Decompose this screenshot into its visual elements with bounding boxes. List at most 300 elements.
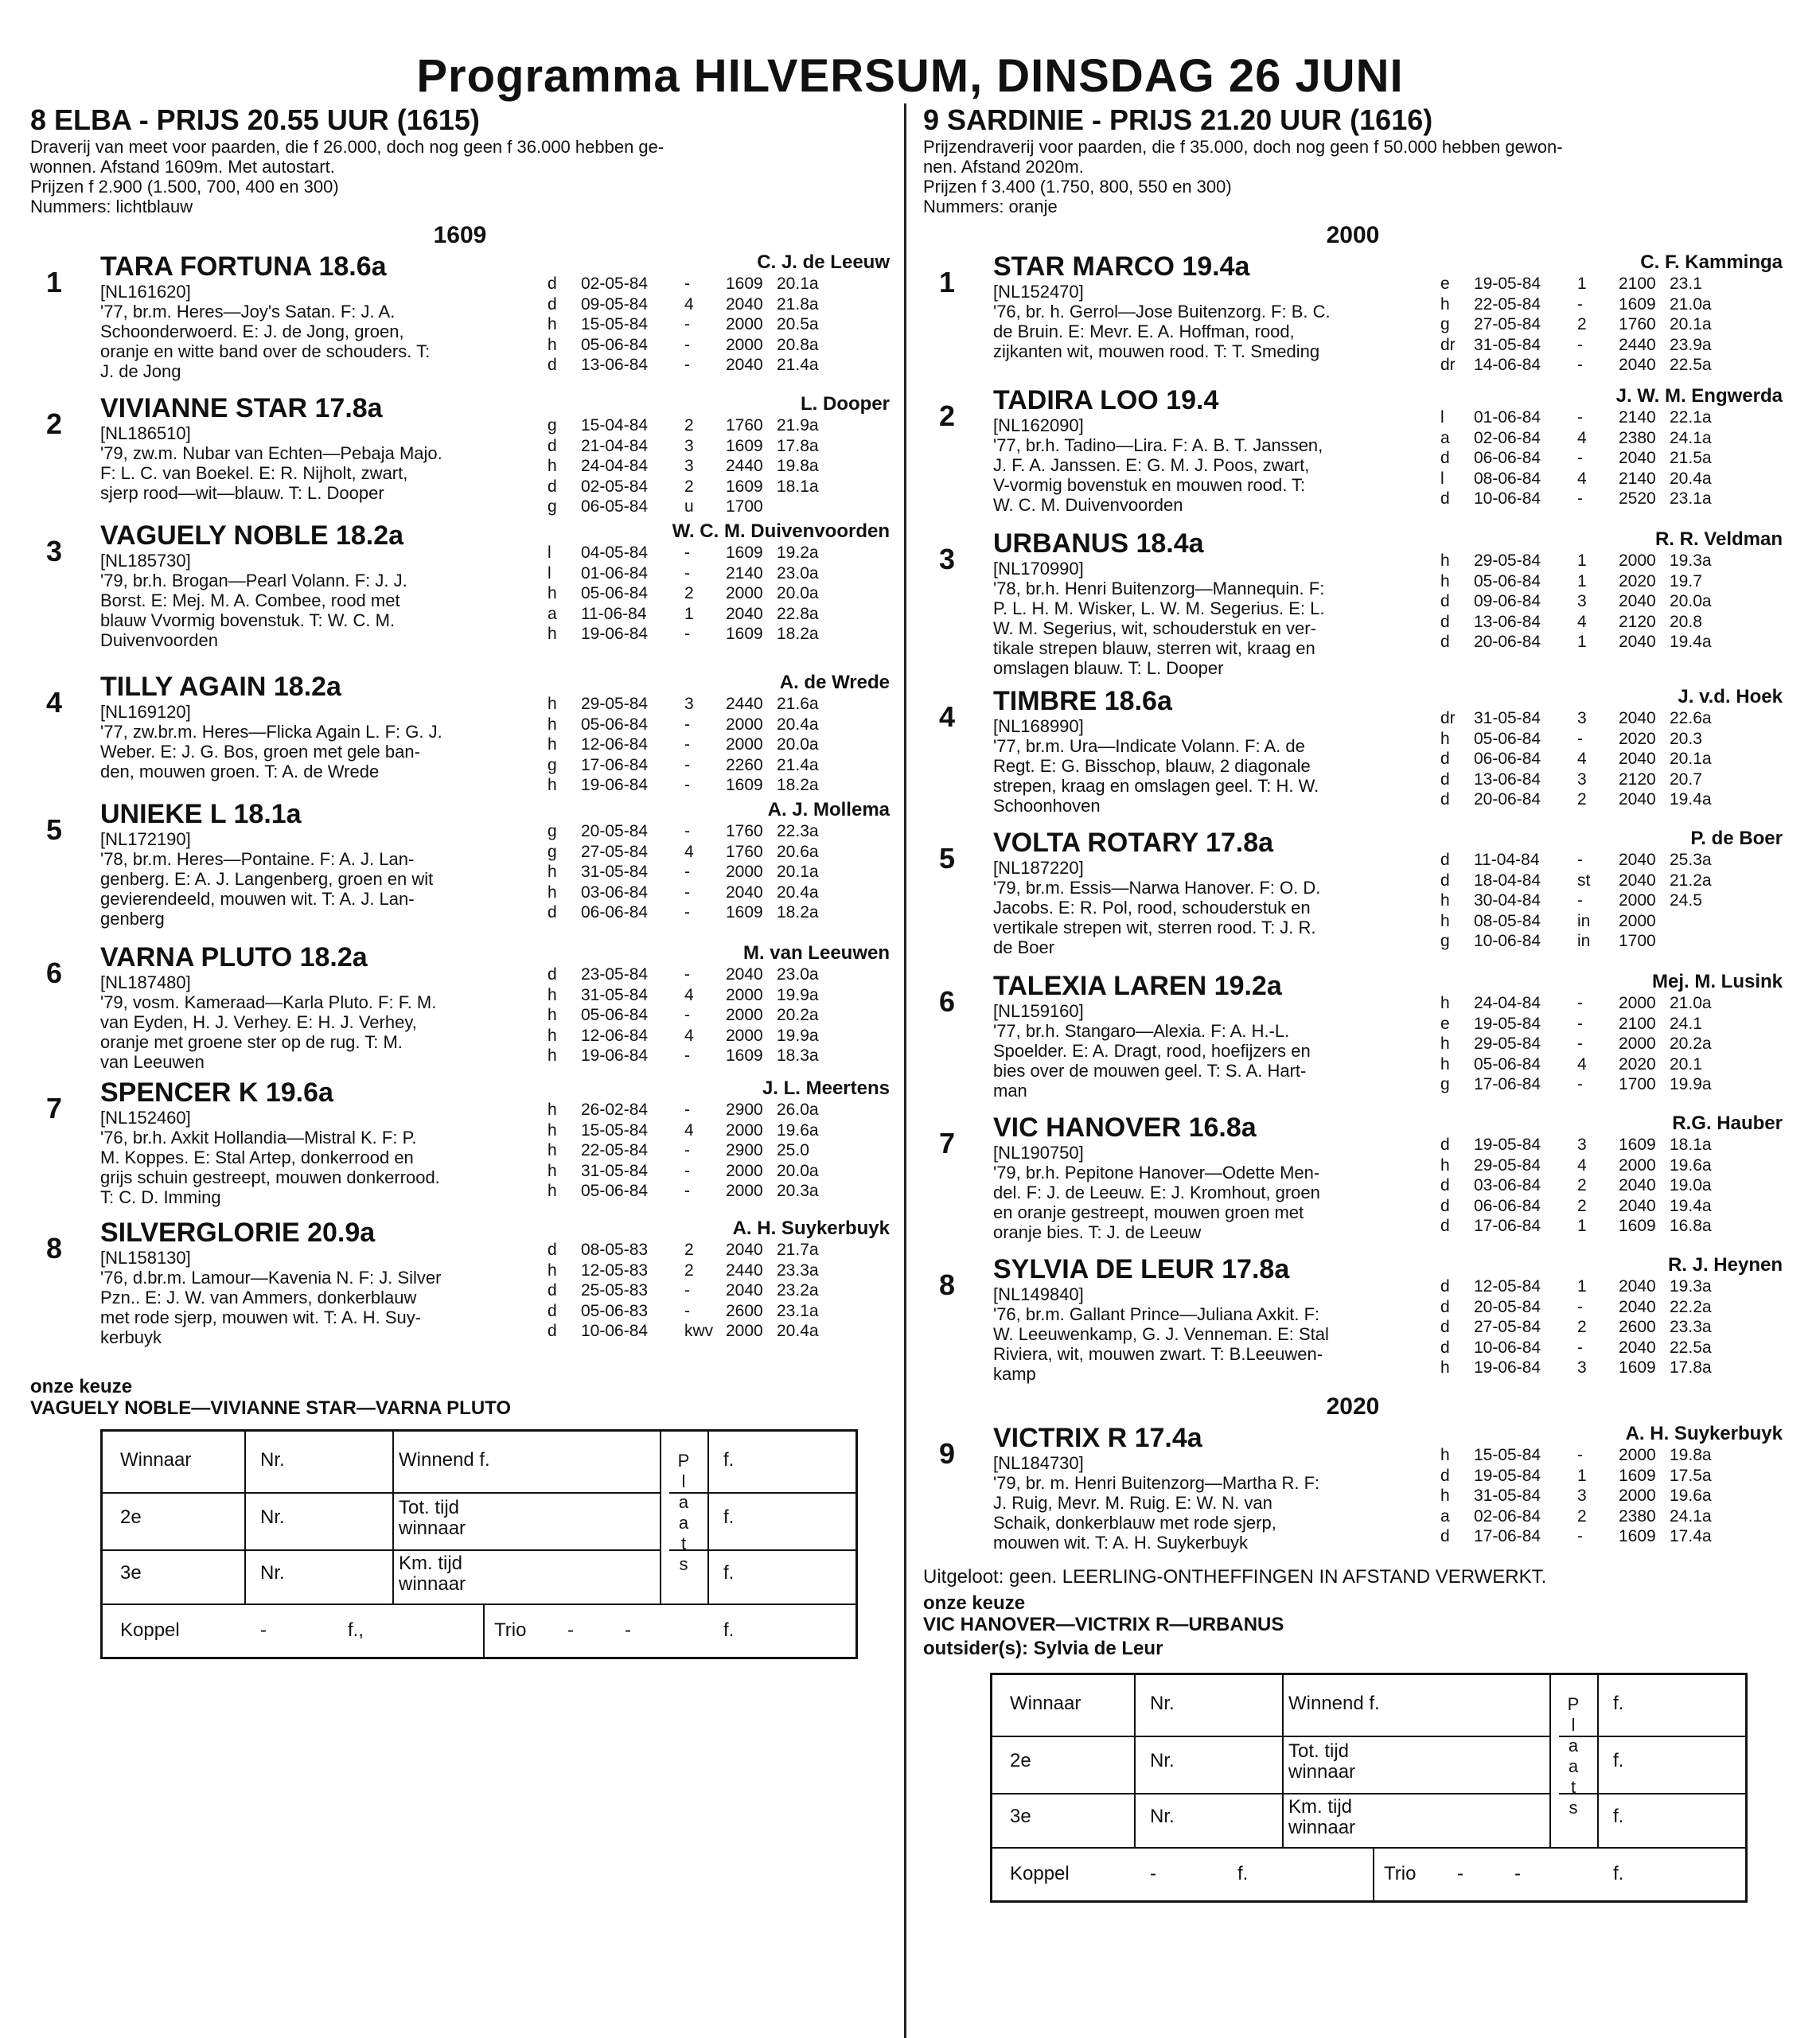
plaats-f-label: f. — [723, 1562, 735, 1584]
track-code: h — [548, 584, 557, 602]
race-time: 19.9a — [777, 1026, 819, 1045]
tote-grid-line — [1559, 1793, 1745, 1794]
track-code: h — [548, 1046, 557, 1065]
track-code: g — [1440, 932, 1450, 950]
race-date: 20-06-84 — [1474, 633, 1541, 651]
race-time: 18.2a — [777, 903, 819, 922]
placing: - — [1577, 1527, 1583, 1545]
horse-name: SILVERGLORIE 20.9a — [100, 1218, 376, 1248]
koppel-label: Koppel — [120, 1619, 180, 1641]
race-entry — [923, 971, 1783, 1113]
race-time: 20.2a — [777, 1006, 819, 1024]
placing: - — [684, 965, 690, 984]
race-distance: 2040 — [1619, 1196, 1656, 1215]
track-code: a — [1440, 428, 1450, 447]
entry-detail-line: '77, br.h. Stangaro—Alexia. F: A. H.-L. — [993, 1021, 1290, 1041]
race-time: 21.2a — [1670, 871, 1712, 890]
race-date: 02-06-84 — [1474, 428, 1541, 447]
placing: 2 — [1577, 315, 1587, 333]
track-code: d — [1440, 1318, 1450, 1336]
result-row — [548, 821, 890, 842]
race-date: 10-06-84 — [1474, 932, 1541, 950]
track-code: h — [548, 776, 557, 794]
result-row — [1440, 1014, 1783, 1035]
entry-detail-line: [NL149840] — [993, 1284, 1084, 1304]
race-entry — [923, 1113, 1783, 1254]
recent-results — [548, 964, 890, 1066]
track-code: h — [548, 883, 557, 902]
entry-detail-line: '77, br.m. Ura—Indicate Volann. F: A. de — [993, 736, 1305, 756]
race-time: 20.1a — [777, 275, 819, 293]
race-distance: 2000 — [726, 715, 763, 734]
tote-grid-line — [103, 1549, 660, 1551]
track-code: g — [1440, 1075, 1450, 1093]
entry-detail-line: zijkanten wit, mouwen rood. T: T. Smeding — [993, 341, 1320, 361]
result-row — [548, 1321, 890, 1342]
placing: - — [684, 715, 690, 734]
entry-detail-line: '79, br. m. Henri Buitenzorg—Martha R. F: — [993, 1473, 1320, 1493]
entry-info — [100, 799, 570, 929]
race-distance: 2900 — [726, 1101, 763, 1119]
entry-detail-line: Schoonhoven — [993, 796, 1101, 816]
tote-form — [100, 1429, 858, 1659]
nr-label: Nr. — [260, 1506, 285, 1528]
track-code: e — [1440, 1014, 1450, 1033]
placing: 4 — [684, 985, 694, 1004]
entry-detail-line: '76, br. h. Gerrol—Jose Buitenzorg. F: B. C. — [993, 302, 1331, 321]
result-row — [548, 355, 890, 376]
entry-detail-line: Borst. E: Mej. M. A. Combee, rood met — [100, 590, 400, 610]
entry-detail-line: [NL190750] — [993, 1143, 1084, 1163]
entry-detail-line: del. F: J. de Leeuw. E: J. Kromhout, groen — [993, 1183, 1320, 1202]
result-row — [1440, 911, 1783, 932]
race-date: 31-05-84 — [1474, 1487, 1541, 1505]
entry-number: 1 — [939, 266, 956, 298]
race-time: 17.8a — [1670, 1358, 1712, 1377]
race-date: 19-06-84 — [581, 1046, 649, 1065]
driver-name: A. de Wrede — [779, 672, 890, 693]
tote-grid-line — [669, 1492, 855, 1494]
race-date: 06-06-84 — [1474, 750, 1541, 768]
placing: 2 — [684, 477, 694, 496]
track-code: h — [548, 315, 557, 333]
race-date: 10-06-84 — [1474, 489, 1541, 508]
race-distance: 2100 — [1619, 1014, 1656, 1033]
race-date: 15-05-84 — [1474, 1446, 1541, 1464]
track-code: h — [1440, 571, 1450, 590]
entry-info — [993, 686, 1463, 816]
driver-name: C. J. de Leeuw — [757, 251, 890, 273]
result-row — [1440, 274, 1783, 294]
result-row — [1440, 1526, 1783, 1547]
result-row — [1440, 1034, 1783, 1054]
column-divider — [904, 103, 906, 2038]
race-date: 10-06-84 — [1474, 1338, 1541, 1357]
entry-detail-line: '76, br.m. Gallant Prince—Juliana Axkit. F: — [993, 1304, 1320, 1324]
race-date: 05-06-84 — [1474, 571, 1541, 590]
track-code: d — [1440, 1217, 1450, 1235]
result-row — [1440, 890, 1783, 911]
entry-number: 6 — [939, 985, 956, 1018]
race-distance: 2000 — [726, 335, 763, 354]
entry-detail-line: W. M. Segerius, wit, schouderstuk en ver- — [993, 618, 1316, 638]
recent-results — [548, 694, 890, 796]
race-time: 20.0a — [1670, 592, 1712, 610]
result-row — [548, 456, 890, 477]
race-entry — [30, 1218, 890, 1369]
entry-detail-line: oranje met groene ster op de rug. T: M. — [100, 1032, 403, 1052]
race-distance: 2040 — [726, 883, 763, 902]
race-distance: 2440 — [726, 695, 763, 713]
race-entry — [923, 828, 1783, 971]
race-entry — [923, 528, 1783, 686]
tote-grid-line — [483, 1604, 485, 1657]
track-code: d — [1440, 1466, 1450, 1485]
race-time: 19.7 — [1670, 571, 1702, 590]
race-time: 19.8a — [1670, 1446, 1712, 1464]
result-row — [548, 862, 890, 883]
race-distance: 1609 — [1619, 294, 1656, 314]
track-code: dr — [1440, 335, 1456, 354]
placing: - — [684, 275, 690, 293]
entry-detail-line: '79, br.h. Brogan—Pearl Volann. F: J. J. — [100, 571, 407, 590]
result-row — [1440, 1196, 1783, 1217]
race-date: 17-06-84 — [1474, 1075, 1541, 1093]
race-time: 24.1a — [1670, 1506, 1712, 1526]
placing: - — [684, 315, 690, 333]
entry-number: 4 — [939, 700, 956, 733]
dash: - — [1150, 1863, 1156, 1884]
entry-detail-line: de Boer — [993, 937, 1055, 957]
placing: 2 — [684, 1261, 694, 1280]
trio-f-label: f. — [1613, 1863, 1624, 1884]
race-distance: 2040 — [1619, 1297, 1656, 1316]
placing: in — [1577, 932, 1591, 950]
entry-detail-line: Riviera, wit, mouwen zwart. T: B.Leeuwen- — [993, 1344, 1323, 1364]
result-row — [548, 497, 890, 517]
race-date: 12-05-83 — [581, 1261, 649, 1280]
placing: 4 — [684, 842, 694, 861]
entry-detail-line: [NL172190] — [100, 829, 191, 849]
track-code: h — [1440, 994, 1450, 1012]
track-code: h — [548, 1161, 557, 1180]
winnaar-label: Winnaar — [120, 1449, 192, 1471]
entry-detail-line: blauw Vvormig bovenstuk. T: W. C. M. — [100, 610, 396, 630]
race-distance: 1760 — [726, 822, 763, 840]
result-row — [1440, 1358, 1783, 1378]
placing: 1 — [1577, 571, 1587, 590]
race-date: 11-06-84 — [581, 604, 647, 623]
result-row — [548, 294, 890, 315]
track-code: h — [1440, 891, 1450, 910]
entry-detail-line: T: C. D. Imming — [100, 1187, 221, 1207]
race-date: 20-05-84 — [581, 822, 649, 840]
entry-detail-line: '77, br.m. Heres—Joy's Satan. F: J. A. — [100, 302, 396, 321]
race-date: 31-05-84 — [1474, 335, 1541, 354]
recent-results — [1440, 708, 1783, 810]
dash: - — [1457, 1863, 1463, 1884]
placing: 2 — [684, 416, 694, 434]
recent-results — [1440, 1445, 1783, 1547]
derde-label: 3e — [120, 1562, 142, 1584]
race-entry — [923, 251, 1783, 385]
track-code: a — [1440, 1506, 1450, 1526]
entry-detail-line: met rode sjerp, mouwen wit. T: A. H. Suy- — [100, 1307, 422, 1327]
race-time: 19.9a — [777, 985, 819, 1004]
race-time: 19.9a — [1670, 1075, 1712, 1093]
plaats-letter: a — [1568, 1736, 1579, 1755]
dash: - — [625, 1619, 631, 1641]
race-distance: 2040 — [726, 604, 763, 623]
derde-label: 3e — [1010, 1806, 1031, 1827]
track-code: d — [548, 903, 557, 922]
entry-detail-line: [NL187480] — [100, 972, 191, 992]
plaats-f-label: f. — [723, 1449, 735, 1471]
placing: - — [684, 822, 690, 840]
tote-grid-line — [392, 1432, 394, 1604]
track-code: h — [1440, 1054, 1450, 1074]
race-distance: 1700 — [1619, 1075, 1656, 1093]
race-time: 23.1 — [1670, 275, 1702, 293]
result-row — [548, 1240, 890, 1261]
tote-grid-line — [103, 1492, 660, 1494]
track-code: h — [548, 1101, 557, 1119]
result-row — [1440, 1175, 1783, 1196]
description-line: Draverij van meet voor paarden, die f 26.000, doch nog geen f 36.000 hebben ge- — [30, 137, 664, 157]
entry-detail-line: strepen, kraag en omslagen geel. T: H. W. — [993, 776, 1319, 796]
track-code: d — [548, 965, 557, 984]
race-time: 16.8a — [1670, 1217, 1712, 1235]
race-date: 02-05-84 — [581, 275, 649, 293]
entry-info — [993, 251, 1463, 361]
driver-name: P. de Boer — [1690, 828, 1783, 849]
entry-detail-line: Duivenvoorden — [100, 630, 218, 650]
race-time: 20.6a — [777, 842, 819, 861]
distance-header: 2000 — [1326, 222, 1380, 248]
race-time: 17.4a — [1670, 1527, 1712, 1545]
tote-wrapper — [923, 1662, 1783, 1900]
race-time: 19.2a — [777, 544, 819, 562]
placing: 4 — [1577, 612, 1587, 631]
race-distance: 2040 — [1619, 1277, 1656, 1296]
race-distance: 2040 — [1619, 851, 1656, 869]
track-code: g — [548, 822, 557, 840]
entry-detail-line: Schaik, donkerblauw met rode sjerp, — [993, 1513, 1276, 1533]
race-time: 20.0a — [777, 735, 819, 754]
entry-detail-line: Pzn.. E: J. W. van Ammers, donkerblauw — [100, 1288, 417, 1307]
tote-grid-line — [669, 1549, 855, 1551]
tote-grid-line — [992, 1847, 1745, 1849]
race-date: 13-06-84 — [1474, 770, 1541, 789]
horse-name: URBANUS 18.4a — [993, 528, 1204, 559]
race-date: 19-05-84 — [1474, 1466, 1541, 1485]
race-distance: 2900 — [726, 1141, 763, 1159]
track-code: h — [1440, 911, 1450, 930]
result-row — [548, 563, 890, 584]
placing: - — [684, 1161, 690, 1180]
race-distance: 1609 — [1619, 1358, 1656, 1377]
tweede-label: 2e — [1010, 1750, 1031, 1771]
result-row — [1440, 1155, 1783, 1176]
description-line: Prijzen f 2.900 (1.500, 700, 400 en 300) — [30, 177, 339, 197]
entry-number: 8 — [46, 1232, 63, 1264]
result-row — [548, 883, 890, 903]
race-distance: 2040 — [1619, 356, 1656, 374]
result-row — [1440, 1135, 1783, 1155]
race-time: 21.4a — [777, 356, 819, 374]
tote-grid-line — [1134, 1675, 1136, 1847]
placing: 3 — [684, 695, 694, 713]
race-time: 19.6a — [1670, 1487, 1712, 1505]
race-date: 02-06-84 — [1474, 1506, 1541, 1526]
entry-info — [993, 1254, 1463, 1384]
horse-name: TIMBRE 18.6a — [993, 686, 1172, 716]
race-distance: 2000 — [1619, 1446, 1656, 1464]
placing: - — [1577, 335, 1583, 354]
race-distance: 2040 — [1619, 633, 1656, 651]
race-date: 17-06-84 — [581, 755, 649, 774]
track-code: d — [548, 294, 557, 314]
entry-info — [993, 385, 1463, 515]
plaats-vertical-label — [676, 1451, 692, 1575]
race-distance: 1700 — [726, 497, 763, 516]
track-code: h — [548, 863, 557, 881]
race-date: 09-06-84 — [1474, 592, 1541, 610]
placing: 4 — [1577, 750, 1587, 768]
race-date: 29-05-84 — [1474, 551, 1541, 570]
entry-info — [100, 520, 570, 650]
track-code: h — [1440, 1358, 1450, 1377]
entry-detail-line: [NL159160] — [993, 1001, 1084, 1021]
result-row — [1440, 1276, 1783, 1297]
description-line: Prijzendraverij voor paarden, die f 35.000, doch nog geen f 50.000 hebben gewon- — [923, 137, 1563, 157]
result-row — [548, 274, 890, 294]
entry-info — [993, 1423, 1463, 1553]
race-date: 05-06-83 — [581, 1301, 649, 1320]
race-date: 27-05-84 — [581, 842, 649, 861]
race-time: 20.1a — [1670, 315, 1712, 333]
race-time: 23.1a — [777, 1301, 819, 1320]
race-time: 20.4a — [777, 1322, 819, 1340]
track-code: g — [548, 755, 557, 774]
race-time: 19.4a — [1670, 633, 1712, 651]
track-code: h — [548, 715, 557, 734]
race-distance: 1760 — [726, 416, 763, 434]
result-row — [548, 1005, 890, 1026]
entry-detail-line: [NL162090] — [993, 415, 1084, 435]
race-date: 05-06-84 — [581, 715, 649, 734]
track-code: e — [1440, 275, 1450, 293]
race-date: 18-04-84 — [1474, 871, 1541, 890]
recent-results — [1440, 407, 1783, 509]
entry-detail-line: [NL185730] — [100, 551, 191, 571]
placing: 1 — [1577, 1277, 1587, 1296]
race-time: 23.1a — [1670, 489, 1712, 508]
track-code: g — [1440, 315, 1450, 333]
driver-name: A. J. Mollema — [767, 799, 890, 820]
placing: - — [684, 544, 690, 562]
race-date: 01-06-84 — [1474, 408, 1541, 427]
race-date: 20-06-84 — [1474, 790, 1541, 809]
placing: 2 — [1577, 790, 1587, 809]
result-row — [1440, 931, 1783, 952]
driver-name: C. F. Kamminga — [1640, 251, 1783, 273]
result-row — [1440, 632, 1783, 653]
race-time: 17.8a — [777, 436, 819, 455]
entry-detail-line: den, mouwen groen. T: A. de Wrede — [100, 762, 380, 781]
driver-name: J. v.d. Hoek — [1678, 686, 1783, 707]
race-distance: 2120 — [1619, 770, 1656, 789]
track-code: dr — [1440, 356, 1456, 374]
result-row — [548, 715, 890, 735]
driver-name: J. W. M. Engwerda — [1615, 385, 1783, 407]
race-date: 08-06-84 — [1474, 469, 1541, 488]
race-date: 17-06-84 — [1474, 1217, 1541, 1235]
nr-label: Nr. — [260, 1449, 285, 1471]
entry-detail-line: omslagen blauw. T: L. Dooper — [993, 658, 1224, 678]
placing: 3 — [1577, 1358, 1587, 1377]
entry-number: 9 — [939, 1437, 956, 1470]
placing: - — [1577, 1075, 1583, 1093]
placing: - — [684, 776, 690, 794]
entry-number: 7 — [939, 1127, 956, 1159]
race-distance: 2040 — [726, 1241, 763, 1259]
entry-detail-line: [NL169120] — [100, 702, 191, 722]
race-distance: 1609 — [726, 436, 763, 455]
track-code: l — [1440, 469, 1444, 488]
race-date: 24-04-84 — [1474, 994, 1541, 1012]
tote-grid-line — [660, 1432, 661, 1604]
entry-detail-line: [NL161620] — [100, 282, 191, 302]
trio-f-label: f. — [723, 1619, 735, 1641]
placing: 4 — [684, 1120, 694, 1140]
distance-header-2: 2020 — [1326, 1393, 1380, 1420]
race-distance: 2000 — [726, 863, 763, 881]
result-row — [548, 314, 890, 335]
entry-info — [100, 251, 570, 381]
race-date: 05-06-84 — [581, 1182, 649, 1200]
track-code: h — [548, 735, 557, 754]
result-row — [1440, 407, 1783, 428]
race-date: 22-05-84 — [1474, 294, 1541, 314]
placing: - — [1577, 891, 1583, 910]
horse-name: TILLY AGAIN 18.2a — [100, 672, 341, 702]
result-row — [1440, 612, 1783, 633]
race-distance: 2000 — [1619, 911, 1656, 930]
race-date: 30-04-84 — [1474, 891, 1541, 910]
result-row — [548, 1280, 890, 1301]
entry-detail-line: M. Koppes. E: Stal Artep, donkerrood en — [100, 1148, 414, 1167]
race-time: 23.3a — [777, 1261, 819, 1280]
recent-results — [548, 1100, 890, 1202]
winnend-label: Winnend f. — [399, 1449, 490, 1471]
track-code: d — [548, 1281, 557, 1300]
race-distance: 1609 — [726, 776, 763, 794]
track-code: g — [548, 497, 557, 516]
entry-number: 2 — [939, 399, 956, 432]
result-row — [1440, 708, 1783, 729]
race-8-column — [30, 103, 890, 1658]
result-row — [1440, 871, 1783, 891]
result-row — [1440, 591, 1783, 612]
horse-name: VICTRIX R 17.4a — [993, 1423, 1202, 1453]
entry-detail-line: bies over de mouwen geel. T: S. A. Hart- — [993, 1061, 1307, 1081]
entry-detail-line: [NL170990] — [993, 559, 1084, 579]
track-code: d — [1440, 633, 1450, 651]
track-code: d — [1440, 489, 1450, 508]
entry-detail-line: van Eyden, H. J. Verhey. E: H. J. Verhey, — [100, 1012, 417, 1032]
race-date: 13-06-84 — [581, 356, 649, 374]
